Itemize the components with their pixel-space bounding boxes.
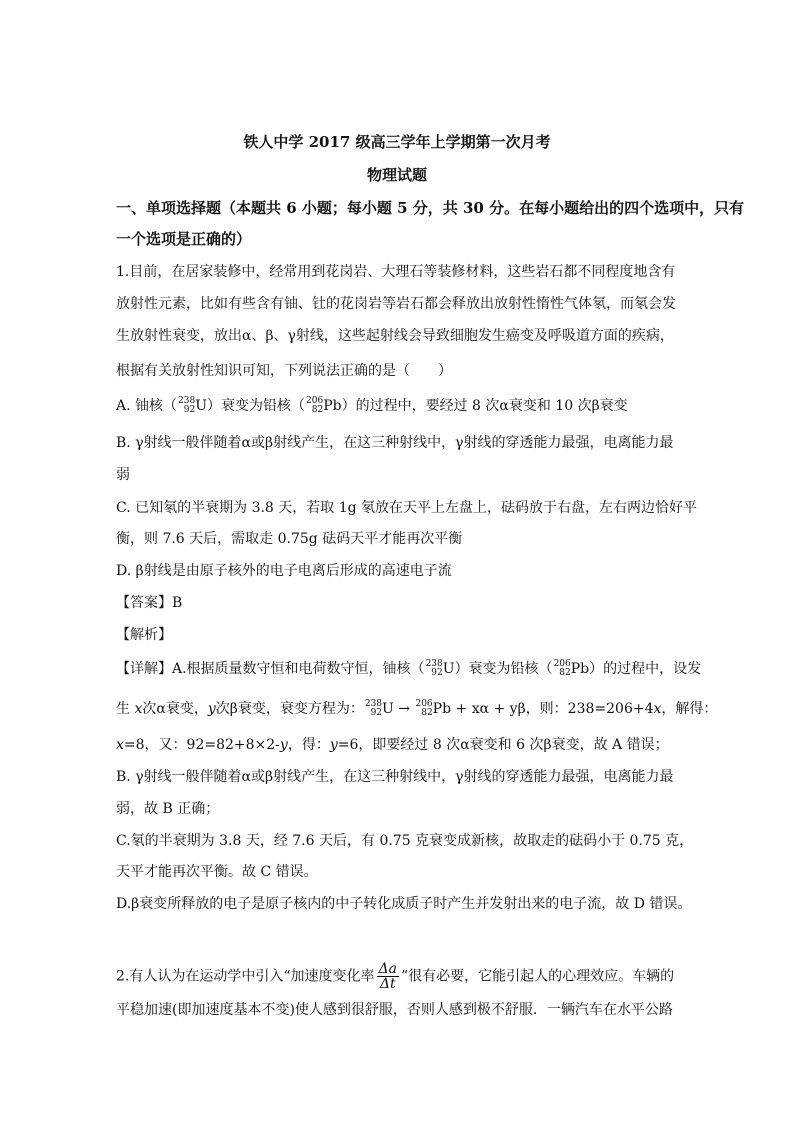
equation-rest: + xα + yβ <box>451 701 526 717</box>
q1-option-c-line2: 衡，则 7.6 天后，需取走 0.75g 砝码天平才能再次平衡 <box>116 531 463 547</box>
q1-stem-line1: 1.目前，在居家装修中，经常用到花岗岩、大理石等装修材料，这些岩石都不同程度地含有 <box>116 264 676 280</box>
jerk-fraction <box>377 962 399 991</box>
option-a-mid: ）衰变为铅核（ <box>207 398 306 414</box>
var-x-3: x <box>116 737 124 753</box>
q1-option-b-line2: 弱 <box>116 467 130 483</box>
detail-l1-post: ）的过程中，设发 <box>589 661 702 677</box>
pb-mass: 206 <box>306 396 324 406</box>
detail-l2-c: 次β衰变，衰变方程为： <box>215 701 364 717</box>
var-y: y <box>207 701 216 717</box>
var-y-3: y <box>329 737 338 753</box>
var-y-2: y <box>279 737 288 753</box>
u-number: 92 <box>183 405 196 415</box>
uranium-nuclide-3 <box>365 700 382 718</box>
q1-detail-b-line1: B. γ射线一般伴随着α或β射线产生，在这三种射线中，γ射线的穿透能力最强，电离能力最 <box>116 769 674 785</box>
option-a-post: ）的过程中，要经过 8 次α衰变和 10 次β衰变 <box>341 398 628 414</box>
equation-arrow: → <box>393 701 415 717</box>
pb-symbol-3: Pb <box>432 701 452 717</box>
q1-detail-line1 <box>116 659 701 679</box>
q1-option-a <box>116 396 628 416</box>
u-mass-3: 238 <box>364 699 383 709</box>
option-a-pre: A. 铀核（ <box>116 398 178 414</box>
u-symbol: U <box>195 398 208 414</box>
q1-option-c-line1: C. 已知氡的半衰期为 3.8 天，若取 1g 氡放在天平上左盘上，砝码放于右盘，左右两边恰好平 <box>116 500 698 516</box>
lead-nuclide-2 <box>554 660 571 678</box>
q2-stem-line2: 平稳加速(即加速度基本不变)使人感到很舒服，否则人感到极不舒服．一辆汽车在水平公路 <box>116 1002 673 1018</box>
page-subtitle: 物理试题 <box>366 166 427 184</box>
page-title: 铁人中学 2017 级高三学年上学期第一次月考 <box>243 133 551 151</box>
u-mass: 238 <box>178 396 196 406</box>
section-heading-line2: 一个选项是正确的） <box>116 230 252 248</box>
q1-stem-line2: 放射性元素，比如有些含有铀、钍的花岗岩等岩石都会释放出放射性惰性气体氡，而氡会发 <box>116 296 676 312</box>
uranium-nuclide <box>178 397 195 415</box>
q1-detail-c-line1: C.氡的半衰期为 3.8 天，经 7.6 天后，有 0.75 克衰变成新核，故取走的砝码小于 0.75 克， <box>116 833 694 849</box>
fraction-denominator: Δt <box>379 976 396 992</box>
q2-stem-post: ”很有必要，它能引起人的心理效应。车辆的 <box>400 968 675 985</box>
detail-l3-b: ，得： <box>287 737 330 753</box>
q1-stem-line4: 根据有关放射性知识可知，下列说法正确的是（ ） <box>116 363 452 379</box>
detail-l3-a: =8，又：92=82+8×2- <box>123 737 280 753</box>
u-mass-2: 238 <box>425 659 443 669</box>
detail-l3-c: =6，即要经过 8 次α衰变和 6 次β衰变，故 A 错误； <box>337 737 669 753</box>
u-number-3: 92 <box>370 708 383 718</box>
pb-symbol: Pb <box>323 398 342 414</box>
pb-number-3: 82 <box>421 708 433 718</box>
q1-stem-line3: 生放射性衰变，放出α、β、γ射线，这些起射线会导致细胞发生癌变及呼吸道方面的疾病， <box>116 328 674 344</box>
lead-nuclide <box>306 397 323 415</box>
q1-option-d: D. β射线是由原子核外的电子电离后形成的高速电子流 <box>116 563 452 579</box>
detail-l1-pre: 【详解】A.根据质量数守恒和电荷数守恒，铀核（ <box>116 661 425 677</box>
section-heading-line1: 一、单项选择题（本题共 6 小题；每小题 5 分，共 30 分。在每小题给出的四个选项中，只有 <box>116 199 745 217</box>
pb-number-2: 82 <box>559 668 571 678</box>
q1-analysis-label: 【解析】 <box>116 627 172 643</box>
u-symbol-3: U <box>382 701 394 717</box>
pb-mass-2: 206 <box>553 659 571 669</box>
q1-answer: 【答案】B <box>116 595 183 611</box>
q1-detail-line2 <box>116 699 717 719</box>
q1-detail-line3 <box>116 735 669 755</box>
fraction-numerator: Δa <box>378 961 397 977</box>
var-x: x <box>134 701 143 717</box>
pb-symbol-2: Pb <box>570 661 590 677</box>
detail-l2-a: 生 <box>116 701 135 717</box>
q2-stem-pre: 2.有人认为在运动学中引入“加速度变化率 <box>116 968 375 985</box>
detail-l1-mid: ）衰变为铅核（ <box>454 661 553 677</box>
q1-detail-c-line2: 天平才能再次平衡。故 C 错误。 <box>116 864 318 880</box>
pb-number: 82 <box>311 405 324 415</box>
q1-detail-b-line2: 弱，故 B 正确； <box>116 801 220 817</box>
var-x-2: x <box>653 701 662 717</box>
q1-option-b-line1: B. γ射线一般伴随着α或β射线产生，在这三种射线中，γ射线的穿透能力最强，电离能力最 <box>116 435 674 451</box>
q1-detail-d: D.β衰变所释放的电子是原子核内的中子转化成质子时产生并发射出来的电子流，故 D 错误。 <box>116 896 692 912</box>
detail-l2-e: ，解得： <box>661 701 718 717</box>
uranium-nuclide-2 <box>426 660 443 678</box>
u-symbol-2: U <box>442 661 455 677</box>
detail-l2-b: 次α衰变， <box>142 701 208 717</box>
detail-l2-d: ，则：238=206+4 <box>525 701 654 717</box>
u-number-2: 92 <box>431 668 443 678</box>
lead-nuclide-3 <box>415 700 432 718</box>
pb-mass-3: 206 <box>415 699 433 709</box>
q2-stem-line1 <box>116 962 674 991</box>
